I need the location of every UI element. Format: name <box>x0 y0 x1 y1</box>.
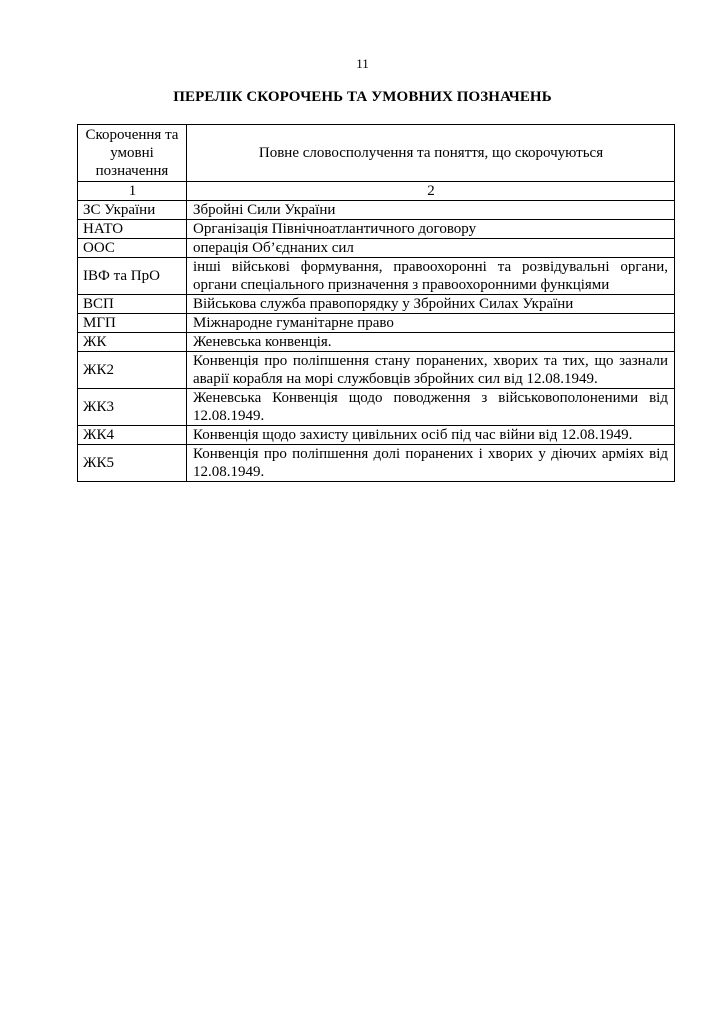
full-term-cell: Конвенція про поліпшення долі поранених і хворих у діючих арміях від 12.08.1949. <box>187 445 675 482</box>
column-numbering-row <box>78 182 675 201</box>
table-row <box>78 295 675 314</box>
table-row <box>78 333 675 352</box>
abbreviation-cell: ЗС України <box>78 201 187 220</box>
table-row <box>78 239 675 258</box>
abbreviations-table <box>77 124 675 482</box>
abbreviation-cell: ООС <box>78 239 187 258</box>
column-number-2: 2 <box>187 182 675 201</box>
abbreviation-cell: ІВФ та ПрО <box>78 258 187 295</box>
full-term-cell: Конвенція щодо захисту цивільних осіб під час війни від 12.08.1949. <box>187 426 675 445</box>
table-row <box>78 201 675 220</box>
abbreviation-cell: ЖК <box>78 333 187 352</box>
full-term-cell: Організація Північноатлантичного договору <box>187 220 675 239</box>
full-term-cell: операція Об’єднаних сил <box>187 239 675 258</box>
page-title: ПЕРЕЛІК СКОРОЧЕНЬ ТА УМОВНИХ ПОЗНАЧЕНЬ <box>173 89 552 105</box>
table-row <box>78 314 675 333</box>
header-full-term-cell: Повне словосполучення та поняття, що скорочуються <box>187 125 675 182</box>
full-term-cell: інші військові формування, правоохоронні та розвідувальні органи, органи спеціального призначення з правоохоронними функціями <box>187 258 675 295</box>
page-number: 11 <box>356 56 369 71</box>
abbreviation-cell: МГП <box>78 314 187 333</box>
full-term-cell: Женевська конвенція. <box>187 333 675 352</box>
table-row <box>78 258 675 295</box>
table-row <box>78 352 675 389</box>
table-row <box>78 389 675 426</box>
abbreviation-cell: ВСП <box>78 295 187 314</box>
full-term-cell: Військова служба правопорядку у Збройних Силах України <box>187 295 675 314</box>
abbreviation-cell: НАТО <box>78 220 187 239</box>
full-term-cell: Конвенція про поліпшення стану поранених, хворих та тих, що зазнали аварії корабля на морі службовців збройних сил від 12.08.1949. <box>187 352 675 389</box>
table-row <box>78 220 675 239</box>
abbreviation-cell: ЖК4 <box>78 426 187 445</box>
abbreviation-cell: ЖК3 <box>78 389 187 426</box>
header-abbreviation-cell: Скорочення та умовні позначення <box>78 125 187 182</box>
full-term-cell: Женевська Конвенція щодо поводження з військовополоненими від 12.08.1949. <box>187 389 675 426</box>
table-row <box>78 426 675 445</box>
table-header-row <box>78 125 675 182</box>
abbreviation-cell: ЖК2 <box>78 352 187 389</box>
abbreviation-cell: ЖК5 <box>78 445 187 482</box>
table-row <box>78 445 675 482</box>
full-term-cell: Збройні Сили України <box>187 201 675 220</box>
full-term-cell: Міжнародне гуманітарне право <box>187 314 675 333</box>
column-number-1: 1 <box>78 182 187 201</box>
